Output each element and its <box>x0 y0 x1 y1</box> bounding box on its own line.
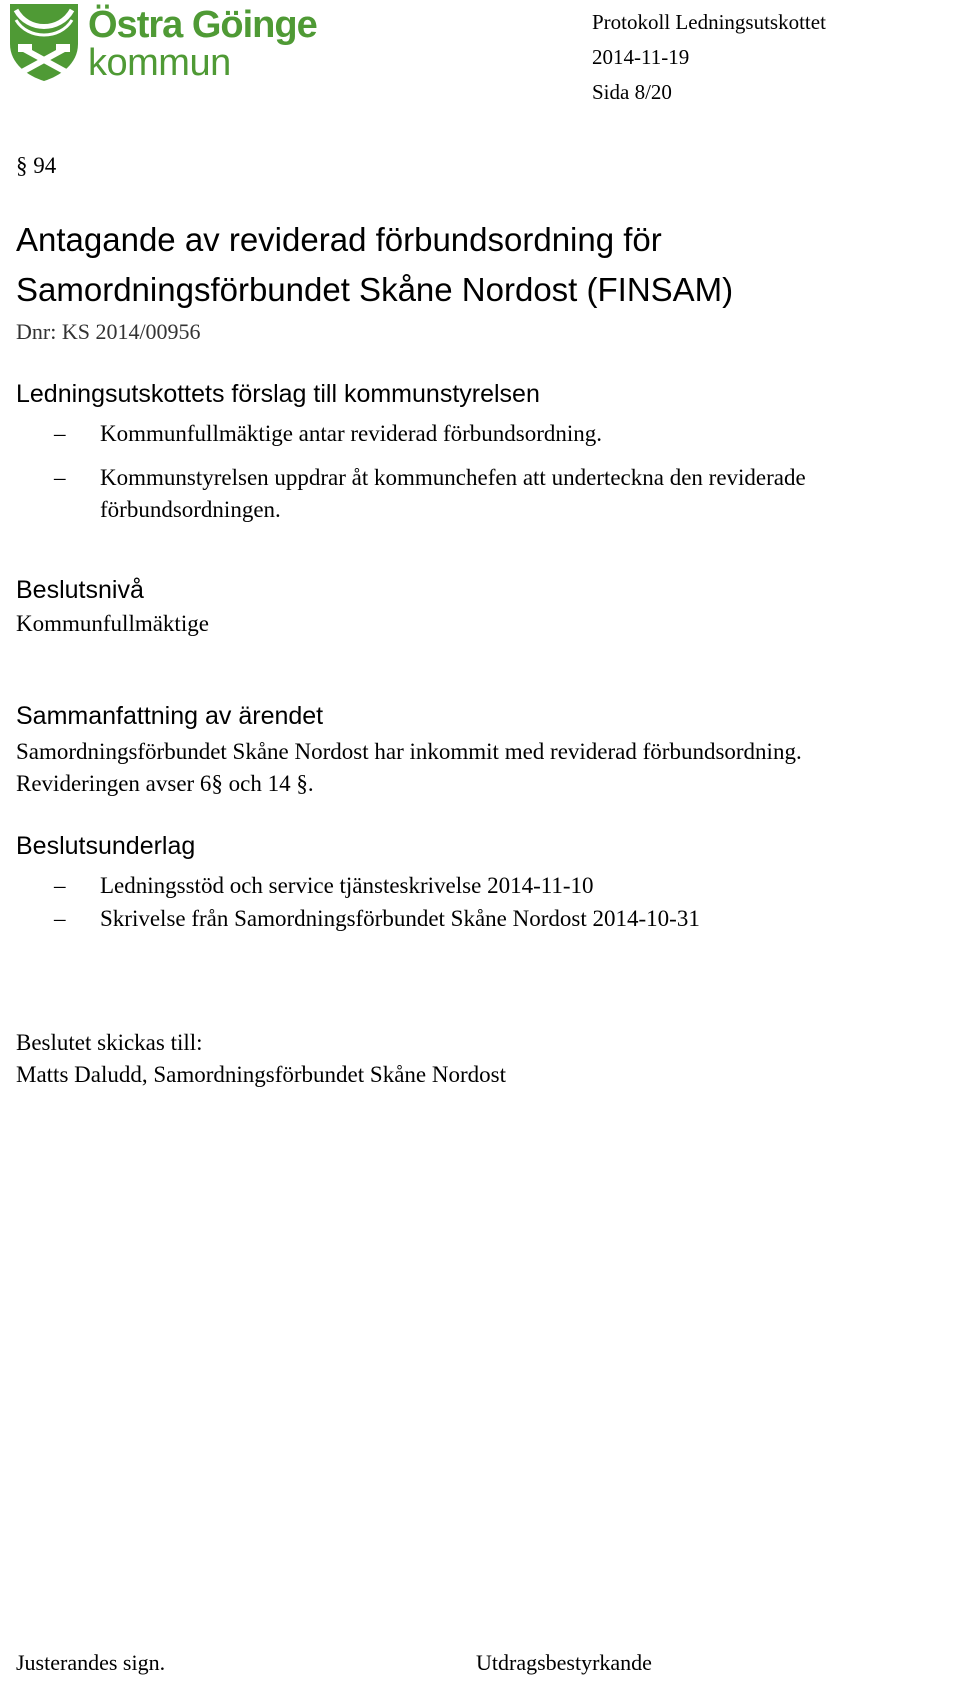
dash-icon: – <box>54 873 66 898</box>
list-item: – Kommunfullmäktige antar reviderad förbundsordning. <box>56 418 896 450</box>
sent-to-label: Beslutet skickas till: <box>16 1030 203 1055</box>
page-number: Sida 8/20 <box>592 80 672 104</box>
document-meta <box>592 5 826 110</box>
proposal-heading: Ledningsutskottets förslag till kommunstyrelsen <box>16 380 540 408</box>
logo-subtitle: kommun <box>88 42 231 84</box>
dash-icon: – <box>54 465 66 490</box>
protocol-title: Protokoll Ledningsutskottet <box>592 10 826 34</box>
decision-level-value: Kommunfullmäktige <box>16 611 209 636</box>
page-title-line-2: Samordningsförbundet Skåne Nordost (FINSAM) <box>16 271 734 308</box>
summary-text: Revideringen avser 6§ och 14 §. <box>16 771 314 796</box>
footer-signature-label: Justerandes sign. <box>16 1650 166 1675</box>
list-item: – Ledningsstöd och service tjänsteskrivelse 2014-11-10 <box>56 870 896 902</box>
coat-of-arms-icon <box>8 2 80 82</box>
footer-certification-label: Utdragsbestyrkande <box>476 1650 652 1675</box>
diary-number: Dnr: KS 2014/00956 <box>16 319 201 344</box>
municipality-logo <box>8 2 338 86</box>
sent-to-recipient: Matts Daludd, Samordningsförbundet Skåne Nordost <box>16 1062 506 1087</box>
list-item: – Skrivelse från Samordningsförbundet Skåne Nordost 2014-10-31 <box>56 903 896 935</box>
summary-text: Samordningsförbundet Skåne Nordost har inkommit med reviderad förbundsordning. <box>16 739 802 764</box>
basis-heading: Beslutsunderlag <box>16 832 196 860</box>
logo-name: Östra Göinge <box>88 4 317 46</box>
list-item: – Kommunstyrelsen uppdrar åt kommunchefen att underteckna den reviderade förbundsordningen. <box>56 462 896 526</box>
section-number: § 94 <box>16 153 57 178</box>
decision-level-heading: Beslutsnivå <box>16 576 144 604</box>
summary-heading: Sammanfattning av ärendet <box>16 702 324 730</box>
page-title-line-1: Antagande av reviderad förbundsordning för <box>16 221 662 258</box>
dash-icon: – <box>54 421 66 446</box>
dash-icon: – <box>54 906 66 931</box>
protocol-date: 2014-11-19 <box>592 45 690 69</box>
